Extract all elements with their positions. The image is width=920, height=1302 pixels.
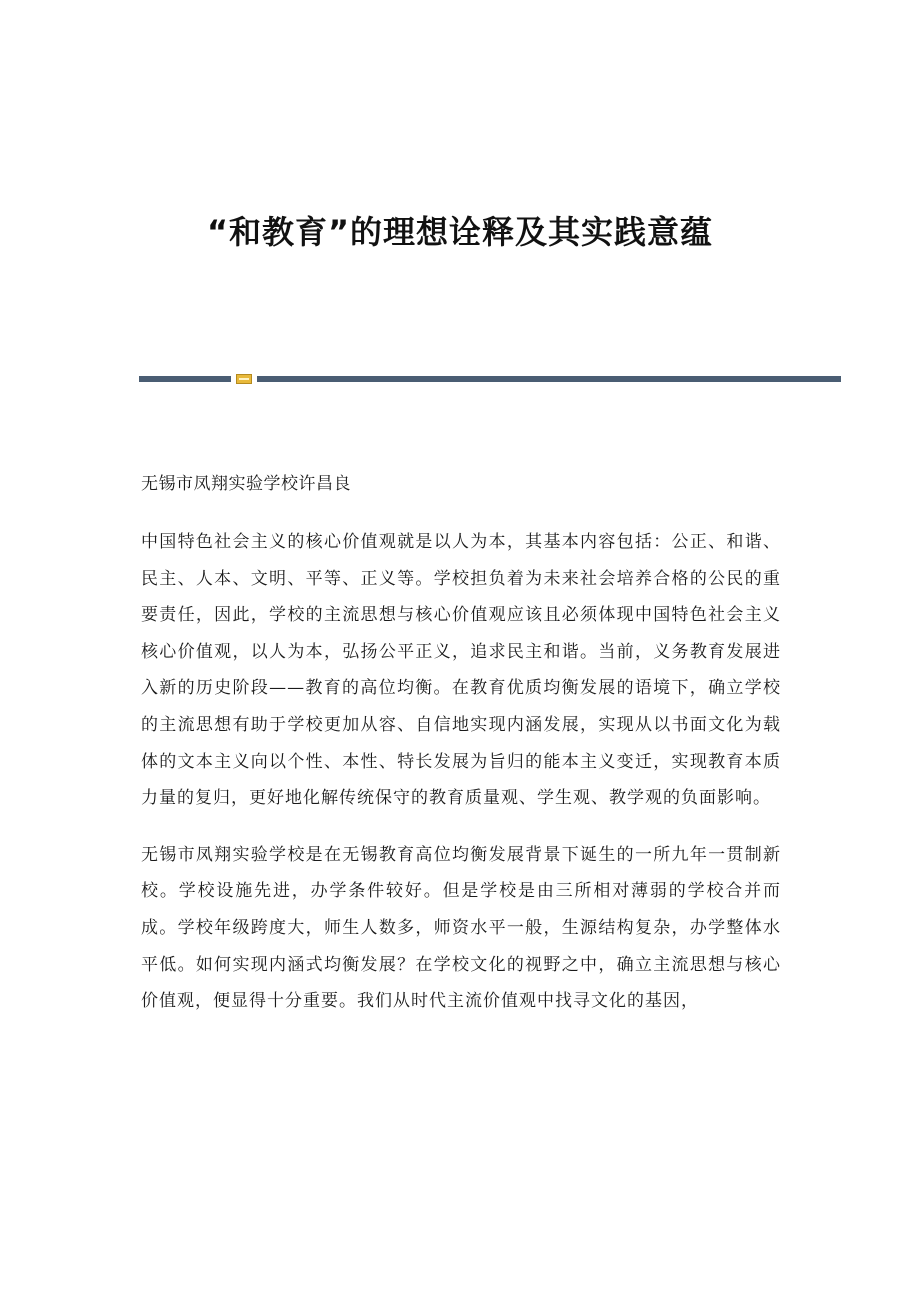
divider-ornament-icon (236, 374, 252, 384)
document-title: “和教育”的理想诠释及其实践意蕴 (206, 213, 714, 251)
divider-bar-left (139, 376, 231, 382)
body-paragraph-1: 中国特色社会主义的核心价值观就是以人为本，其基本内容包括：公正、和谐、民主、人本、文明、平等、正义等。学校担负着为未来社会培养合格的公民的重要责任，因此，学校的主流思想与核心价值观应该且必须体现中国特色社会主义核心价值观，以人为本，弘扬公平正义，追求民主和谐。当前，义务教育发展进入新的历史阶段——教育的高位均衡。在教育优质均衡发展的语境下，确立学校的主流思想有助于学校更加从容、自信地实现内涵发展，实现从以书面文化为载体的文本主义向以个性、本性、特长发展为旨归的能本主义变迁，实现教育本质力量的复归，更好地化解传统保守的教育质量观、学生观、教学观的负面影响。 (141, 532, 781, 809)
title-divider (139, 374, 841, 384)
author-line: 无锡市凤翔实验学校许昌良 (141, 474, 351, 494)
document-body (141, 470, 781, 1040)
divider-bar-right (257, 376, 841, 382)
body-paragraph-2: 无锡市凤翔实验学校是在无锡教育高位均衡发展背景下诞生的一所九年一贯制新校。学校设施先进，办学条件较好。但是学校是由三所相对薄弱的学校合并而成。学校年级跨度大，师生人数多，师资水平一般，生源结构复杂，办学整体水平低。如何实现内涵式均衡发展？在学校文化的视野之中，确立主流思想与核心价值观，便显得十分重要。我们从时代主流价值观中找寻文化的基因， (141, 844, 781, 1012)
